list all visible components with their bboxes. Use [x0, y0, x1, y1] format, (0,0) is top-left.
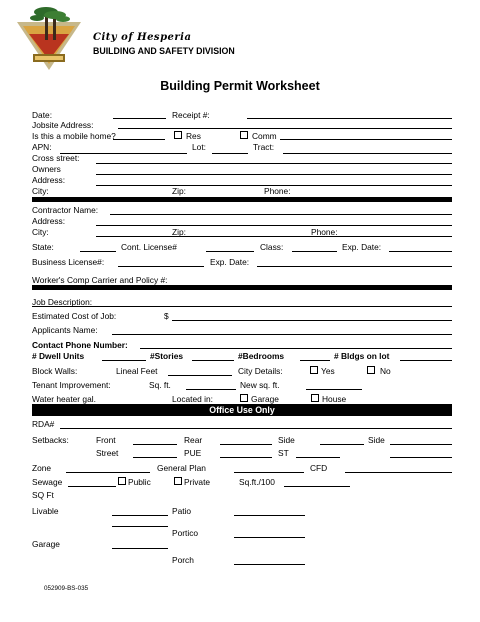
porch-field[interactable] [234, 564, 305, 565]
business-license-field[interactable] [118, 266, 204, 267]
bedrooms-label: #Bedrooms [238, 351, 285, 361]
setbacks-label: Setbacks: [32, 435, 69, 445]
contact-phone-label: Contact Phone Number: [32, 340, 128, 350]
zone-field[interactable] [66, 472, 150, 473]
pue-label: PUE [184, 448, 202, 458]
no-label: No [380, 366, 391, 376]
front-field[interactable] [133, 444, 177, 445]
contractor-phone-label: Phone: [311, 227, 338, 237]
located-in-label: Located in: [172, 394, 213, 404]
lineal-feet-field[interactable] [168, 375, 232, 376]
bedrooms-field[interactable] [300, 360, 330, 361]
jobsite-label: Jobsite Address: [32, 120, 94, 130]
estimated-cost-field[interactable] [172, 320, 452, 321]
zone-label: Zone [32, 463, 52, 473]
tenant-improvement-label: Tenant Improvement: [32, 380, 111, 390]
mobile-home-line [113, 139, 165, 140]
stories-label: #Stories [150, 351, 184, 361]
public-checkbox[interactable] [118, 477, 126, 485]
jobsite-field[interactable] [118, 128, 452, 129]
lot-field[interactable] [212, 153, 248, 154]
contractor-zip-label: Zip: [172, 227, 186, 237]
mobile-home-label: Is this a mobile home? [32, 131, 116, 141]
applicants-name-label: Applicants Name: [32, 325, 98, 335]
public-label: Public [128, 477, 151, 487]
lineal-feet-label: Lineal Feet [116, 366, 158, 376]
new-sq-ft-label: New sq. ft. [240, 380, 280, 390]
applicants-name-field[interactable] [112, 334, 452, 335]
new-sq-ft-field[interactable] [306, 389, 362, 390]
state-field[interactable] [80, 251, 116, 252]
bldgs-on-lot-label: # Bldgs on lot [334, 351, 390, 361]
owners-label: Owners [32, 164, 61, 174]
contact-phone-field[interactable] [140, 348, 452, 349]
bldgs-on-lot-field[interactable] [400, 360, 452, 361]
st-field[interactable] [296, 457, 340, 458]
city-details-label: City Details: [238, 366, 283, 376]
date-label: Date: [32, 110, 53, 120]
city-label: City: [32, 186, 49, 196]
portico-field[interactable] [234, 537, 305, 538]
sewage-label: Sewage [32, 477, 63, 487]
rda-label: RDA# [32, 419, 55, 429]
class-field[interactable] [292, 251, 337, 252]
sqft-100-label: Sq.ft./100 [239, 477, 275, 487]
cfd-label: CFD [310, 463, 328, 473]
date-field[interactable] [113, 118, 166, 119]
dwell-units-label: # Dwell Units [32, 351, 85, 361]
city-details-yes-checkbox[interactable] [310, 366, 318, 374]
rda-field[interactable] [60, 428, 452, 429]
private-label: Private [184, 477, 211, 487]
exp-date2-label: Exp. Date: [210, 257, 250, 267]
side2-label: Side [368, 435, 385, 445]
city-details-no-checkbox[interactable] [367, 366, 375, 374]
patio-field[interactable] [234, 515, 305, 516]
patio-label: Patio [172, 506, 192, 516]
side1-field[interactable] [320, 444, 364, 445]
comm-line [280, 139, 452, 140]
front-label: Front [96, 435, 116, 445]
garage-label: Garage [251, 394, 279, 404]
street-label: Street [96, 448, 119, 458]
tract-field[interactable] [283, 153, 452, 154]
exp-date-field[interactable] [389, 251, 452, 252]
office-use-banner: Office Use Only [32, 404, 452, 416]
yes-label: Yes [321, 366, 335, 376]
apn-label: APN: [32, 142, 52, 152]
cont-license-field[interactable] [206, 251, 254, 252]
city-logo-icon [15, 4, 83, 72]
stories-field[interactable] [192, 360, 234, 361]
private-checkbox[interactable] [174, 477, 182, 485]
phone-label: Phone: [264, 186, 291, 196]
livable-label: Livable [32, 506, 59, 516]
garage-sqft-field[interactable] [112, 548, 168, 549]
exp-date-label: Exp. Date: [342, 242, 382, 252]
contractor-address-label: Address: [32, 216, 66, 226]
state-label: State: [32, 242, 54, 252]
house-label: House [322, 394, 347, 404]
section-divider [32, 197, 452, 202]
rear-field[interactable] [220, 444, 272, 445]
business-license-label: Business License#: [32, 257, 105, 267]
block-walls-label: Block Walls: [32, 366, 78, 376]
estimated-cost-label: Estimated Cost of Job: [32, 311, 117, 321]
comm-label: Comm [252, 131, 277, 141]
livable-field[interactable] [112, 515, 168, 516]
class-label: Class: [260, 242, 284, 252]
lot-label: Lot: [192, 142, 206, 152]
job-description-field[interactable] [32, 306, 452, 307]
dwell-units-field[interactable] [102, 360, 146, 361]
garage-checkbox[interactable] [240, 394, 248, 402]
contractor-name-label: Contractor Name: [32, 205, 99, 215]
tract-label: Tract: [253, 142, 275, 152]
address-label: Address: [32, 175, 66, 185]
receipt-field[interactable] [247, 118, 452, 119]
sewage-line [68, 486, 116, 487]
sqft-100-field[interactable] [284, 486, 350, 487]
tenant-sq-ft-field[interactable] [186, 389, 236, 390]
cfd-field[interactable] [345, 472, 452, 473]
receipt-label: Receipt #: [172, 110, 210, 120]
owners-field[interactable] [96, 174, 452, 175]
res-checkbox[interactable] [174, 131, 182, 139]
dollar-sign: $ [164, 311, 169, 321]
contractor-name-field[interactable] [110, 214, 452, 215]
rear-label: Rear [184, 435, 203, 445]
contractor-city-zip-phone-field[interactable] [96, 236, 452, 237]
porch-label: Porch [172, 555, 194, 565]
res-label: Res [186, 131, 201, 141]
pue-field[interactable] [220, 457, 272, 458]
street-field[interactable] [133, 457, 177, 458]
cross-street-field[interactable] [96, 163, 452, 164]
water-heater-label: Water heater gal. [32, 394, 96, 404]
portico-label: Portico [172, 528, 199, 538]
sq-ft-heading: SQ Ft [32, 490, 54, 500]
cross-street-label: Cross street: [32, 153, 80, 163]
livable-extra-field[interactable] [112, 526, 168, 527]
general-plan-field[interactable] [234, 472, 304, 473]
side1-label: Side [278, 435, 295, 445]
job-description-label: Job Description: [32, 297, 93, 307]
garage-sqft-label: Garage [32, 539, 60, 549]
exp-date2-field[interactable] [257, 266, 452, 267]
side2-field[interactable] [390, 444, 452, 445]
st-extra-field[interactable] [390, 457, 452, 458]
form-number: 052909-BS-035 [44, 585, 89, 592]
comm-checkbox[interactable] [240, 131, 248, 139]
general-plan-label: General Plan [157, 463, 206, 473]
section-divider [32, 285, 452, 290]
division-name: BUILDING AND SAFETY DIVISION [93, 46, 235, 56]
workers-comp-label: Worker's Comp Carrier and Policy #: [32, 275, 168, 285]
st-label: ST [278, 448, 289, 458]
sq-ft-label: Sq. ft. [149, 380, 171, 390]
contractor-address-field[interactable] [96, 225, 452, 226]
city-name: City of Hesperia [93, 32, 192, 43]
page-title: Building Permit Worksheet [160, 79, 320, 93]
contractor-city-label: City: [32, 227, 49, 237]
zip-label: Zip: [172, 186, 186, 196]
cont-license-label: Cont. License# [121, 242, 177, 252]
house-checkbox[interactable] [311, 394, 319, 402]
